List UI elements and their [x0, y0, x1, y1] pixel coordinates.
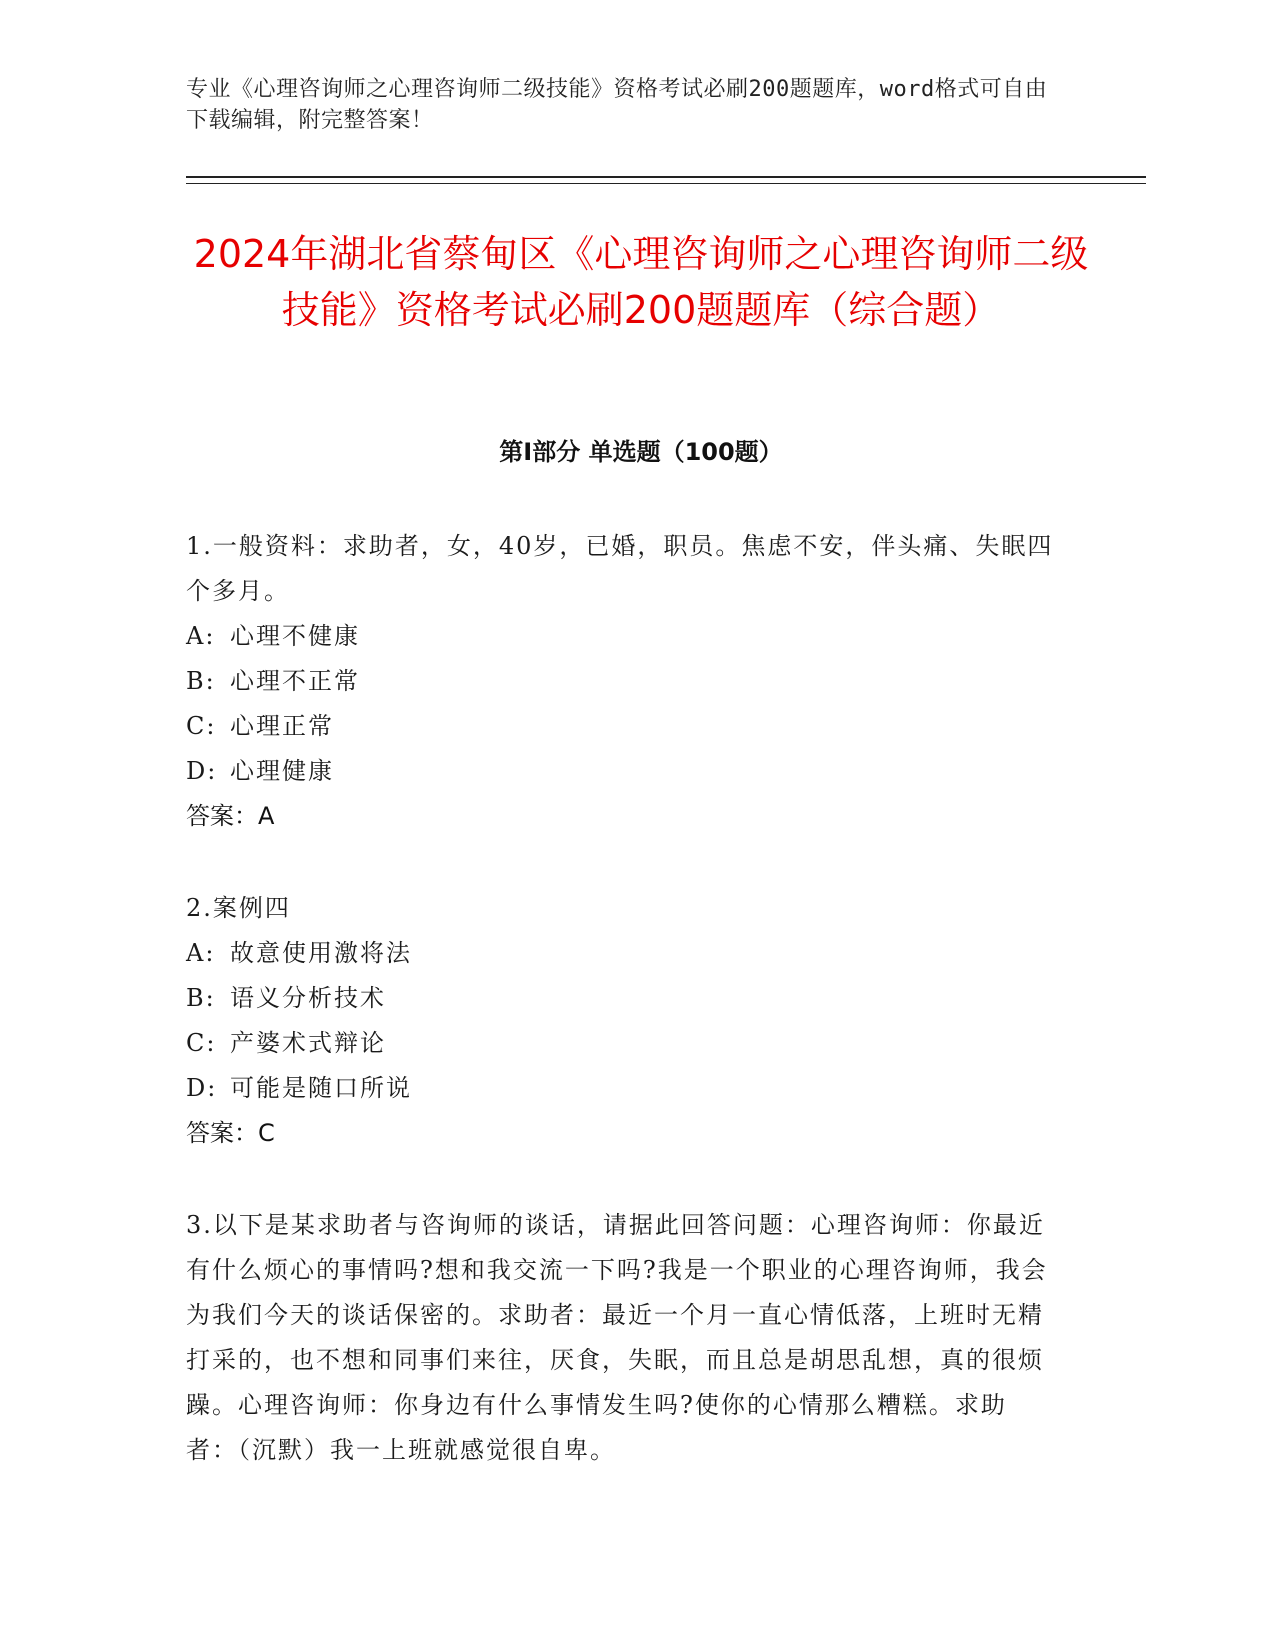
- option-c: [186, 1021, 1056, 1066]
- option-a: [186, 614, 1056, 659]
- option-text: 心理健康: [230, 757, 334, 785]
- answer-line: 答案：A: [186, 802, 275, 830]
- question-stem: 3.以下是某求助者与咨询师的谈话，请据此回答问题：心理咨询师：你最近有什么烦心的事情吗?想和我交流一下吗?我是一个职业的心理咨询师，我会为我们今天的谈话保密的。求助者：最近一个月一直心情低落，上班时无精打采的，也不想和同事们来往，厌食，失眠，而且总是胡思乱想，真的很烦躁。心理咨询师：你身边有什么事情发生吗?使你的心情那么糟糕。求助者：（沉默）我一上班就感觉很自卑。: [186, 1211, 1048, 1464]
- option-d: [186, 1066, 1056, 1111]
- option-a: [186, 931, 1056, 976]
- option-c: [186, 704, 1056, 749]
- option-text: 可能是随口所说: [230, 1074, 412, 1102]
- option-letter: D:: [186, 1074, 218, 1102]
- question-1: [186, 524, 1056, 839]
- option-text: 心理正常: [230, 712, 334, 740]
- option-d: [186, 749, 1056, 794]
- option-text: 语义分析技术: [230, 984, 386, 1012]
- question-3: [186, 1203, 1056, 1473]
- option-text: 产婆术式辩论: [230, 1029, 386, 1057]
- header-note: 专业《心理咨询师之心理咨询师二级技能》资格考试必刷200题题库，word格式可自由下载编辑，附完整答案！: [186, 77, 1048, 133]
- option-letter: C:: [186, 1029, 217, 1057]
- question-stem: 2.案例四: [186, 894, 291, 922]
- option-letter: D:: [186, 757, 218, 785]
- answer-line: 答案：C: [186, 1119, 275, 1147]
- option-letter: A:: [186, 939, 216, 967]
- option-letter: A:: [186, 622, 216, 650]
- option-letter: C:: [186, 712, 217, 740]
- option-text: 心理不健康: [230, 622, 360, 650]
- option-text: 心理不正常: [230, 667, 360, 695]
- option-letter: B:: [186, 984, 216, 1012]
- question-list: [186, 524, 1056, 1520]
- option-letter: B:: [186, 667, 216, 695]
- header-rule-thick: [186, 176, 1146, 178]
- option-text: 故意使用激将法: [230, 939, 412, 967]
- section-title: 第Ⅰ部分 单选题（100题）: [499, 438, 783, 466]
- document-title: 2024年湖北省蔡甸区《心理咨询师之心理咨询师二级技能》资格考试必刷200题题库（综合题）: [193, 232, 1089, 332]
- option-b: [186, 976, 1056, 1021]
- header-rule-thin: [186, 183, 1146, 184]
- option-b: [186, 659, 1056, 704]
- question-stem: 1.一般资料：求助者，女，40岁，已婚，职员。焦虑不安，伴头痛、失眠四个多月。: [186, 532, 1054, 605]
- question-2: [186, 886, 1056, 1156]
